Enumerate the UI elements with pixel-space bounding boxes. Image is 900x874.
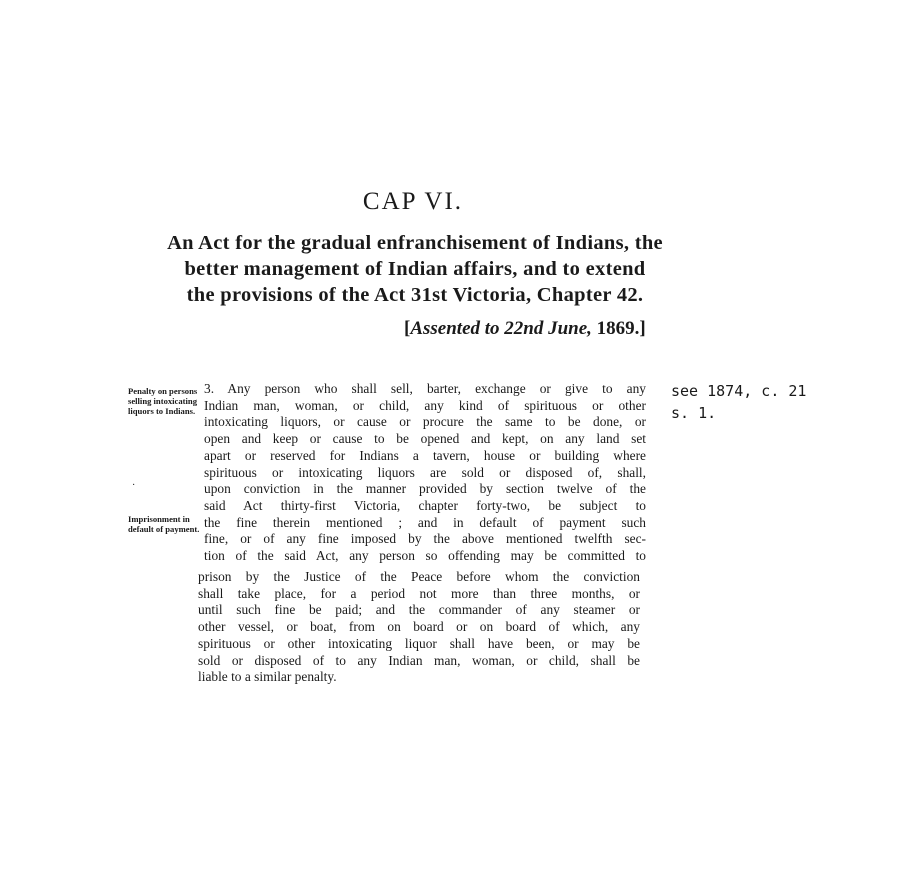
cross-reference-line: see 1874, c. 21: [671, 382, 807, 400]
text-line: prison by the Justice of the Peace before whom the conviction: [198, 569, 640, 584]
assent-bracket: [: [404, 318, 411, 339]
cross-reference-line: s. 1.: [671, 404, 717, 422]
text-line: other vessel, or boat, from on board or on board of which, any: [198, 619, 640, 635]
act-title: [100, 230, 730, 308]
margin-note-penalty: Penalty on persons selling intoxicating liquors to Indians.: [128, 386, 198, 416]
text-line: intoxicating liquors, or cause or procure the same to be done, or: [204, 414, 646, 430]
text-line: the fine therein mentioned ; and in default of payment such: [204, 514, 646, 530]
text-line: spirituous or intoxicating liquors are sold or disposed of, shall,: [204, 464, 646, 480]
cross-reference-note: [671, 380, 806, 424]
assent-label: Assented to 22nd June,: [410, 318, 592, 339]
section-paragraph-2: [198, 569, 640, 686]
margin-note-imprisonment: Imprisonment in default of payment.: [128, 514, 200, 534]
text-line: said Act thirty-first Victoria, chapter forty-two, be subject to: [204, 497, 646, 513]
text-line: apart or reserved for Indians a tavern, house or building where: [204, 447, 646, 463]
assent-date: [404, 318, 646, 340]
text-line: liable to a similar penalty.: [198, 669, 337, 685]
text-line: sold or disposed of to any Indian man, woman, or child, shall be: [198, 652, 640, 668]
act-title-line: better management of Indian affairs, and to extend: [184, 258, 646, 280]
text-line: open and keep or cause to be opened and kept, on any land set: [204, 431, 646, 447]
text-line: 3. Any person who shall sell, barter, exchange or give to any: [204, 381, 646, 396]
act-title-line: An Act for the gradual enfranchisement of Indians, the: [167, 232, 663, 254]
text-line: shall take place, for a period not more than three months, or: [198, 585, 640, 601]
text-line: spirituous or other intoxicating liquor shall have been, or may be: [198, 635, 640, 651]
text-line: until such fine be paid; and the commander of any steamer or: [198, 602, 640, 618]
text-line: fine, or of any fine imposed by the above mentioned twelfth sec-: [204, 531, 646, 547]
text-line: upon conviction in the manner provided by section twelve of the: [204, 481, 646, 497]
assent-year: 1869.]: [591, 318, 646, 339]
margin-dot: ·: [132, 480, 136, 491]
act-title-line: the provisions of the Act 31st Victoria, Chapter 42.: [186, 284, 644, 306]
text-line: tion of the said Act, any person so offending may be committed to: [204, 548, 646, 564]
section-paragraph-1: [204, 381, 646, 565]
chapter-heading: CAP VI.: [362, 188, 464, 215]
text-line: Indian man, woman, or child, any kind of spirituous or other: [204, 397, 646, 413]
